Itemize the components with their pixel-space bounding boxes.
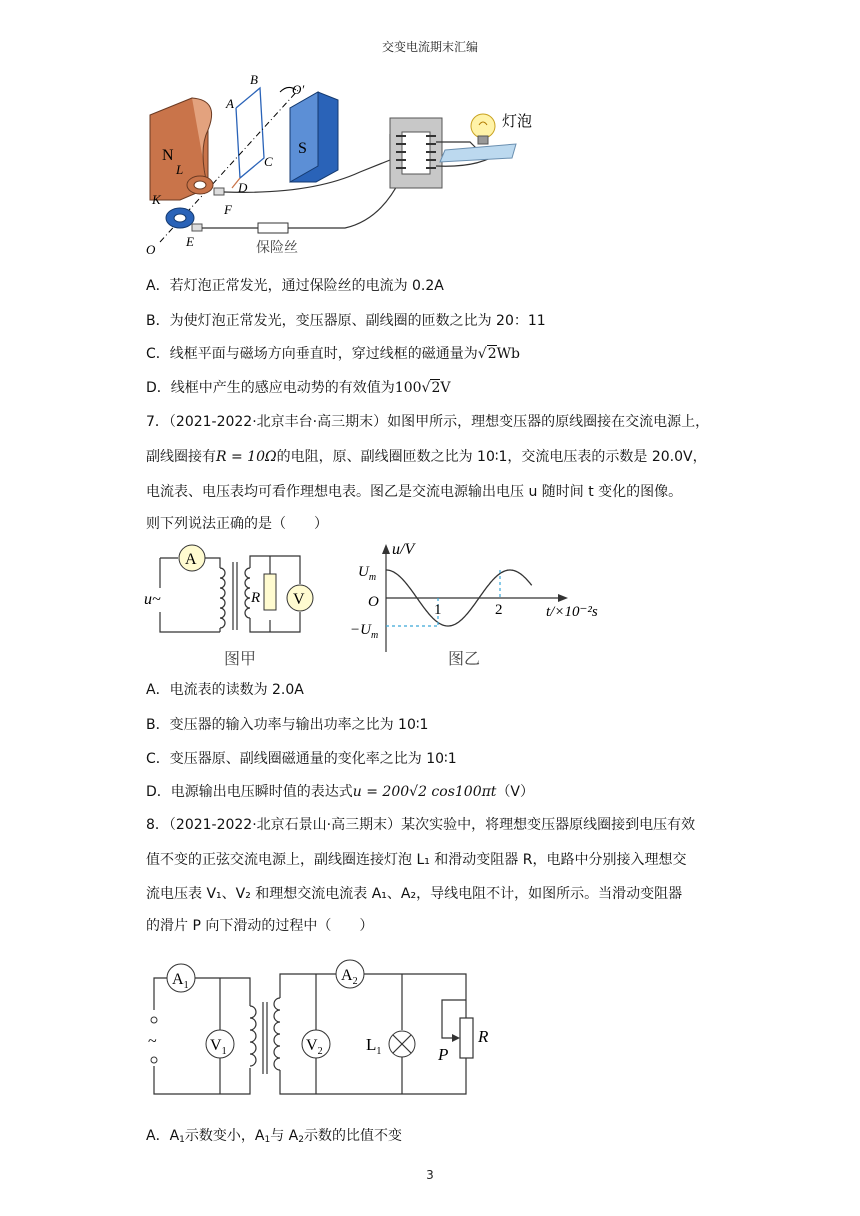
s-pole-label: S [298, 140, 307, 157]
label-e: E [186, 234, 194, 249]
q7-fig-yi-caption: 图乙 [448, 651, 481, 668]
q7-option-b-text: 变压器的输入功率与输出功率之比为 10∶1 [169, 717, 429, 733]
label-f: F [224, 202, 232, 217]
q8-slider-label: P [438, 1045, 449, 1064]
label-l: L [176, 162, 184, 177]
q7-option-a-letter: A． [146, 682, 170, 698]
label-k: K [152, 192, 161, 207]
label-o: O [146, 242, 156, 257]
q6-option-b-letter: B． [146, 313, 170, 329]
q8-v1-label: $V_1$ [210, 1037, 227, 1057]
q7-ammeter-label: A [185, 551, 197, 568]
q8-v2-label: $V_2$ [306, 1037, 323, 1057]
q7-option-d-text: 电源输出电压瞬时值的表达式 [170, 784, 353, 800]
q6-option-d-text: 线框中产生的感应电动势的有效值为 [170, 380, 395, 396]
q7-resistor-label: R [251, 590, 261, 606]
q7-stem-line3: 电流表、电压表均可看作理想电表。图乙是交流电源输出电压 u 随时间 t 变化的图像。 [146, 484, 683, 500]
q7-graph-x-label: t/×10⁻²s [546, 604, 598, 620]
q7-option-a-text: 电流表的读数为 2.0A [169, 682, 304, 698]
n-pole-label: N [162, 147, 174, 164]
q7-stem-line4: 则下列说法正确的是（ ） [146, 516, 328, 532]
q7-option-d-letter: D． [146, 784, 171, 800]
label-d: D [238, 180, 248, 195]
q7-option-c[interactable] [146, 749, 457, 769]
q8-option-a[interactable]: A．$A_1$示数变小，$A_1$与 $A_2$示数的比值不变 [146, 1128, 402, 1145]
q7-option-a[interactable] [146, 680, 304, 700]
q6-option-c[interactable] [146, 344, 520, 364]
q6-option-d-letter: D． [146, 380, 171, 396]
q6-option-d[interactable] [146, 378, 450, 398]
q7-option-d-math: u = 200√2 cos100πt [352, 784, 497, 800]
q7-option-c-letter: C． [146, 751, 170, 767]
q7-option-d[interactable] [146, 782, 534, 802]
q7-stem-line1: 7．（2021-2022·北京丰台·高三期末）如图甲所示，理想变压器的原线圈接在交流电源上， [146, 414, 710, 430]
q7-waveform-graph [340, 540, 620, 670]
q7-fig-jia-caption: 图甲 [224, 651, 257, 668]
label-c: C [264, 154, 273, 169]
q8-a2-label: $A_2$ [341, 967, 358, 987]
q6-option-c-text: 线框平面与磁场方向垂直时，穿过线框的磁通量为 [169, 346, 478, 362]
label-o-prime: O′ [292, 82, 305, 97]
q8-resistor-label: R [478, 1027, 489, 1046]
q8-source-label: ~ [148, 1033, 157, 1050]
q8-lamp-label: $L_1$ [366, 1035, 382, 1057]
q7-option-b-letter: B． [146, 717, 170, 733]
q7-option-c-text: 变压器原、副线圈磁通量的变化率之比为 10∶1 [169, 751, 457, 767]
q7-graph-origin: O [368, 594, 379, 610]
q8-stem-line1: 8．（2021-2022·北京石景山·高三期末）某次实验中，将理想变压器原线圈接到电压有效 [146, 817, 696, 833]
q6-option-a[interactable] [146, 276, 444, 296]
q6-option-c-letter: C． [146, 346, 170, 362]
q7-graph-neg-um: $-U_m$ [350, 622, 379, 641]
generator-figure [140, 70, 560, 265]
label-b: B [250, 72, 258, 87]
q7-option-b[interactable] [146, 715, 428, 735]
q7-option-d-unit: （V） [496, 784, 535, 800]
q7-graph-y-label: u/V [392, 541, 415, 558]
q6-option-b-text: 为使灯泡正常发光，变压器原、副线圈的匝数之比为 20：11 [169, 313, 546, 329]
q8-option-a-letter: A． [146, 1128, 170, 1144]
q7-graph-um: $U_m$ [358, 564, 377, 583]
q7-resistance-math: R = 10Ω [216, 449, 277, 465]
q6-option-d-math: 100√2V [394, 380, 451, 396]
q8-stem-line3: 流电压表 V₁、V₂ 和理想交流电流表 A₁、A₂，导线电阻不计，如图所示。当滑动变阻器 [146, 886, 683, 902]
label-a: A [226, 96, 234, 111]
bulb-label: 灯泡 [502, 114, 533, 130]
q7-source-label: u~ [144, 591, 161, 608]
q8-stem-line4: 的滑片 P 向下滑动的过程中（ ） [146, 918, 374, 934]
page-number: 3 [426, 1168, 434, 1182]
page-header: 交变电流期末汇编 [381, 40, 478, 54]
q6-option-b[interactable] [146, 311, 546, 331]
q6-option-a-text: 若灯泡正常发光，通过保险丝的电流为 0.2A [169, 278, 444, 294]
q7-graph-tick-2: 2 [495, 602, 503, 618]
q7-voltmeter-label: V [293, 591, 305, 608]
q7-stem-line2: 副线圈接有R = 10Ω的电阻，原、副线圈匝数之比为 10∶1，交流电压表的示数是 20.0V， [146, 449, 707, 465]
q7-circuit-figure [140, 540, 340, 670]
q8-a1-label: $A_1$ [172, 971, 189, 991]
q6-option-a-letter: A． [146, 278, 170, 294]
q6-option-c-math: √2Wb [477, 346, 520, 362]
fuse-label: 保险丝 [256, 241, 298, 256]
q7-graph-tick-1: 1 [434, 602, 442, 618]
q8-circuit-figure [140, 950, 500, 1100]
q8-stem-line2: 值不变的正弦交流电源上，副线圈连接灯泡 L₁ 和滑动变阻器 R，电路中分别接入理想交 [146, 852, 687, 868]
